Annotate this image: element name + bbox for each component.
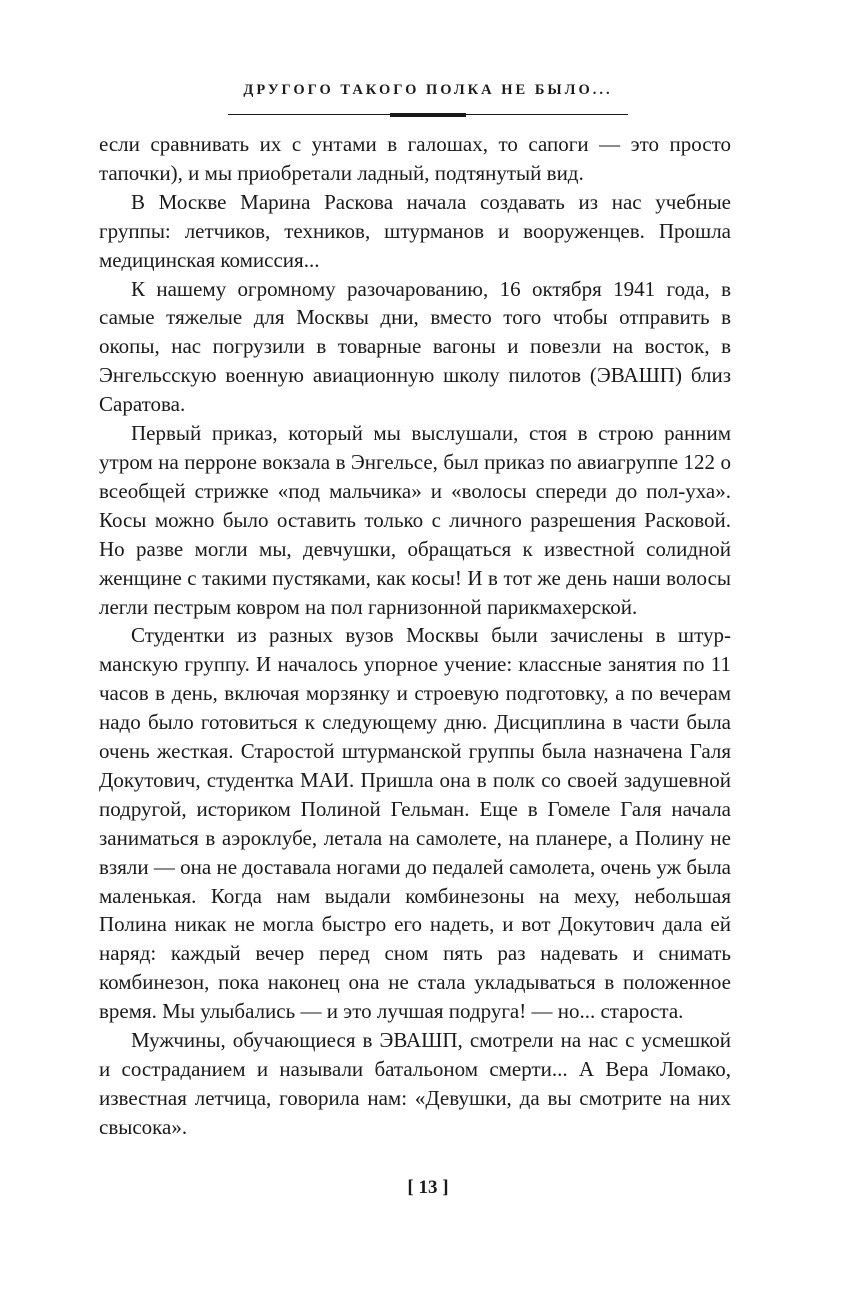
page-number: [ 13 ] bbox=[407, 1177, 449, 1198]
paragraph: В Москве Марина Раскова начала создавать из нас учебные группы: летчиков, техников, штурманов и вооруженцев. Прошла медицинская комиссия... bbox=[99, 189, 731, 272]
paragraph: если сравнивать их с унтами в галошах, то сапоги — это просто тапочки), и мы приобретали ладный, подтянутый вид. bbox=[99, 132, 731, 185]
paragraph: Первый приказ, который мы выслушали, стоя в строю ранним утром на перроне вокзала в Энгельсе, был приказ по авиагруппе 122 о всеобщей стрижке «под мальчика» и «волосы спереди до пол-уха». Косы можно было оставить только с личного разрешения Расковой. Но разве могли мы, девчушки, обращаться к известной солидной женщине с такими пустяками, как косы! И в тот же день наши волосы легли пестрым ковром на пол гарнизонной парикмахерской. bbox=[99, 421, 731, 619]
running-head: ДРУГОГО ТАКОГО ПОЛКА НЕ БЫЛО... bbox=[243, 82, 613, 98]
paragraph: Мужчины, обучающиеся в ЭВАШП, смотрели на нас с усмешкой и состраданием и называли батальоном смерти... А Вера Ломако, известная летчица, говорила нам: «Девушки, да вы смотрите на них свысока». bbox=[99, 1028, 731, 1139]
header-rule bbox=[0, 113, 856, 117]
body-text bbox=[99, 130, 731, 1142]
paragraph: Студентки из разных вузов Москвы были зачислены в штурманскую группу. И началось упорное учение: классные занятия по 11 часов в день, включая морзянку и строевую подготовку, а по вечерам надо было готовиться к следующему дню. Дисциплина в части была очень жесткая. Старостой штурманской группы была назначена Галя Докутович, студентка МАИ. Пришла она в полк со своей задушевной подругой, историком Полиной Гельман. Еще в Гомеле Галя начала заниматься в аэроклубе, летала на самолете, на планере, а Полину не взяли — она не доставала ногами до педалей самолета, очень уж была маленькая. Когда нам выдали комбинезоны на меху, небольшая Полина никак не могла быстро его надеть, и вот Докутович дала ей наряд: каждый вечер перед сном пять раз надевать и снимать комбинезон, пока наконец она не стала укладываться в положенное время. Мы улыбались — и это лучшая подруга! — но... староста. bbox=[99, 623, 731, 1024]
header-rule-bar bbox=[390, 113, 466, 117]
paragraph: К нашему огромному разочарованию, 16 октября 1941 года, в самые тяжелые для Москвы дни, вместо того чтобы отправить в окопы, нас погрузили в товарные вагоны и повезли на восток, в Энгельсскую военную авиационную школу пилотов (ЭВАШП) близ Саратова. bbox=[99, 276, 731, 417]
